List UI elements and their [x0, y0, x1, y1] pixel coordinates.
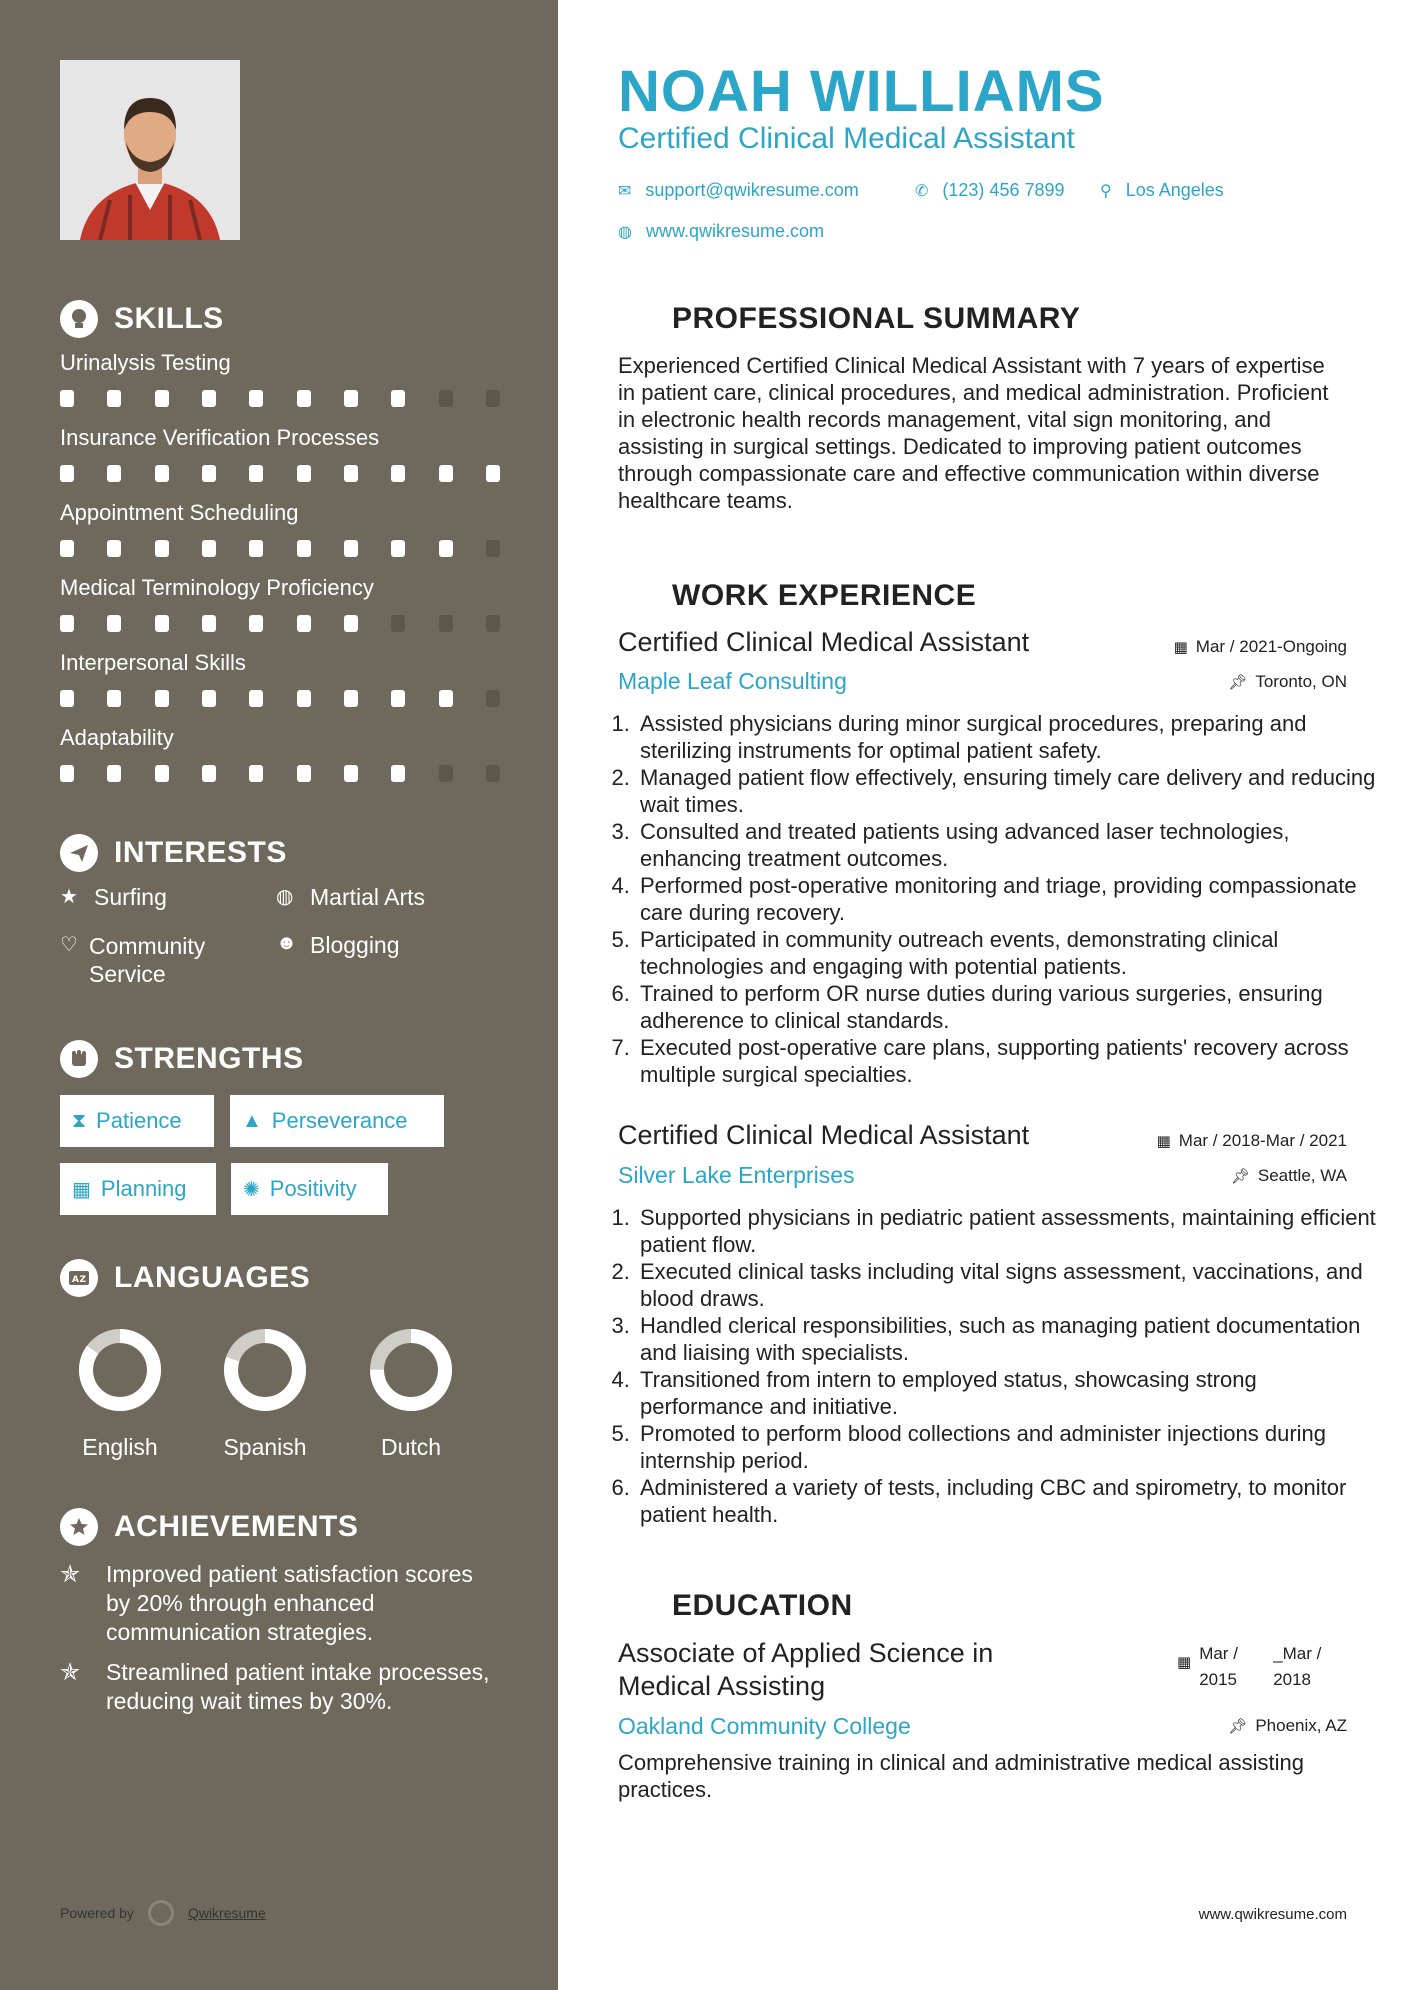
skill-name: Appointment Scheduling [60, 500, 299, 525]
skill-dot [391, 765, 405, 782]
contact-website[interactable] [618, 221, 824, 242]
interests-title: INTERESTS [114, 836, 287, 869]
skill-dot [202, 690, 216, 707]
skill-level [60, 615, 500, 632]
achievements-heading [60, 1508, 358, 1546]
skill-dot [60, 765, 74, 782]
skill-level [60, 465, 500, 482]
skill-dot [486, 615, 500, 632]
interest-label: Surfing [94, 884, 167, 910]
summary-title: PROFESSIONAL SUMMARY [672, 302, 1081, 335]
interest-item [60, 932, 250, 988]
hourglass-icon: ⧗ [72, 1109, 87, 1132]
strength-chip [231, 1163, 388, 1215]
phone-icon: ✆ [915, 182, 929, 200]
skill-dot [344, 390, 358, 407]
graduation-icon [618, 1587, 656, 1625]
skill-dot [155, 540, 169, 557]
skill-dot [391, 615, 405, 632]
job-dates-text: Mar / 2018-Mar / 2021 [1178, 1131, 1347, 1150]
skill-dot [486, 390, 500, 407]
interest-label: Community Service [89, 933, 206, 987]
education-date-end: _Mar / 2018 [1273, 1644, 1322, 1689]
skill-dot [155, 765, 169, 782]
skill-dot [486, 465, 500, 482]
contact-email[interactable] [618, 180, 859, 201]
skill-dot [391, 540, 405, 557]
users-icon: ☻ [276, 932, 298, 954]
duty-item: 3. Handled clerical responsibilities, such as managing patient documentation and liaising with specialists. [636, 1312, 1376, 1366]
skill-dot [155, 465, 169, 482]
user-icon [618, 300, 656, 338]
skill-dot [439, 690, 453, 707]
skill-dot [249, 540, 263, 557]
duty-item: 7. Executed post-operative care plans, supporting patients' recovery across multiple surgical specialties. [636, 1034, 1376, 1088]
website-text: www.qwikresume.com [645, 221, 825, 241]
skill-dot [155, 390, 169, 407]
duty-item: 5. Participated in community outreach events, demonstrating clinical technologies and engaging with potential patients. [636, 926, 1376, 980]
location-text: Los Angeles [1125, 180, 1224, 200]
strengths-title: STRENGTHS [114, 1042, 304, 1075]
email-text: support@qwikresume.com [645, 180, 859, 200]
skill-dot [344, 540, 358, 557]
globe-icon: ◍ [276, 886, 294, 908]
skill-dot [344, 465, 358, 482]
achievement-text: Streamlined patient intake processes, reducing wait times by 30%. [106, 1659, 490, 1714]
summary-heading [618, 300, 1080, 338]
skill-name: Urinalysis Testing [60, 350, 231, 375]
skill-dot [249, 390, 263, 407]
sun-icon: ✺ [243, 1178, 260, 1201]
duty-item: 1. Assisted physicians during minor surgical procedures, preparing and sterilizing instruments for optimal patient safety. [636, 710, 1376, 764]
skill-dot [344, 615, 358, 632]
skill-dot [107, 615, 121, 632]
language-name: Spanish [223, 1434, 307, 1460]
skill-dot [439, 615, 453, 632]
skill-dot [439, 765, 453, 782]
education-date-start: Mar / 2015 [1199, 1644, 1238, 1689]
skill-name: Interpersonal Skills [60, 650, 246, 675]
skill-dot [60, 390, 74, 407]
strength-chip [60, 1095, 214, 1147]
job-duties [608, 1204, 1376, 1528]
skill-dot [297, 690, 311, 707]
powered-by [60, 1900, 266, 1926]
language-ring [356, 1322, 466, 1422]
job-title: Certified Clinical Medical Assistant [618, 1120, 1030, 1150]
skill-dot [439, 465, 453, 482]
candidate-title: Certified Clinical Medical Assistant [618, 122, 1075, 155]
skill-dot [202, 540, 216, 557]
fist-icon [60, 1040, 98, 1078]
skill-dot [297, 465, 311, 482]
skill-item [60, 425, 500, 482]
duty-item: 2. Executed clinical tasks including vital signs assessment, vaccinations, and blood draws. [636, 1258, 1376, 1312]
hands-icon: ♡ [60, 934, 78, 956]
skill-dot [202, 465, 216, 482]
job-location-text: Seattle, WA [1257, 1166, 1347, 1185]
school-name: Oakland Community College [618, 1713, 911, 1739]
job-dates-text: Mar / 2021-Ongoing [1195, 637, 1347, 656]
svg-text:AZ: AZ [72, 1275, 87, 1285]
calendar-icon: ▦ [1173, 639, 1188, 656]
strength-label: Planning [100, 1176, 187, 1201]
education-title: EDUCATION [672, 1589, 853, 1622]
skills-title: SKILLS [114, 302, 224, 335]
education-description: Comprehensive training in clinical and administrative medical assisting practices. [618, 1750, 1304, 1802]
strength-label: Perseverance [271, 1108, 408, 1133]
duty-item: 4. Transitioned from intern to employed status, showcasing strong performance and initiative. [636, 1366, 1376, 1420]
phone-text: (123) 456 7899 [942, 180, 1065, 200]
skill-dot [60, 690, 74, 707]
duty-item: 2. Managed patient flow effectively, ensuring timely care delivery and reducing wait times. [636, 764, 1376, 818]
language-icon [60, 1259, 98, 1297]
experience-title: WORK EXPERIENCE [672, 579, 977, 612]
job-company: Silver Lake Enterprises [618, 1162, 855, 1188]
skill-item [60, 650, 500, 707]
pin-icon: 📌︎ [1230, 1168, 1250, 1185]
skill-item [60, 500, 500, 557]
skill-dot [486, 540, 500, 557]
interest-item [276, 932, 400, 959]
job-title: Certified Clinical Medical Assistant [618, 627, 1030, 657]
duty-item: 4. Performed post-operative monitoring and triage, providing compassionate care during recovery. [636, 872, 1376, 926]
skill-name: Medical Terminology Proficiency [60, 575, 374, 600]
skill-dot [391, 390, 405, 407]
calendar-icon: ▦ [1156, 1133, 1171, 1150]
duty-item: 6. Administered a variety of tests, including CBC and spirometry, to monitor patient health. [636, 1474, 1376, 1528]
skill-dot [202, 390, 216, 407]
interest-item [276, 884, 425, 911]
strengths-heading [60, 1040, 304, 1078]
degree-title: Associate of Applied Science in Medical Assisting [618, 1638, 994, 1701]
profile-photo [60, 60, 240, 240]
map-pin-icon: ⚲ [1100, 182, 1112, 200]
language-item [210, 1322, 320, 1461]
job-dates [1174, 637, 1347, 657]
brand-link[interactable]: Qwikresume [187, 1905, 266, 1921]
calendar-icon: ▦ [1177, 1654, 1192, 1671]
language-item [65, 1322, 175, 1461]
skill-level [60, 690, 500, 707]
achievement-item [60, 1658, 500, 1716]
envelope-icon: ✉ [618, 182, 632, 200]
skill-dot [297, 390, 311, 407]
languages-title: LANGUAGES [114, 1261, 311, 1294]
strength-chip [60, 1163, 216, 1215]
pin-icon: 📌︎ [1228, 674, 1248, 691]
skill-name: Insurance Verification Processes [60, 425, 380, 450]
skill-dot [107, 690, 121, 707]
education-location-text: Phoenix, AZ [1255, 1716, 1347, 1735]
sidebar [0, 0, 558, 1990]
achievement-text: Improved patient satisfaction scores by 20% through enhanced communication strategies. [106, 1561, 473, 1645]
skill-item [60, 350, 500, 407]
paper-plane-icon [60, 834, 98, 872]
interest-label: Blogging [310, 932, 400, 958]
skill-dot [391, 690, 405, 707]
education-heading [618, 1587, 853, 1625]
job-company: Maple Leaf Consulting [618, 668, 847, 694]
summary-text: Experienced Certified Clinical Medical Assistant with 7 years of expertise in patient care, clinical procedures, and medical administration. Proficient in electronic health records management, vital sign monitoring, and assisting in surgical settings. Dedicated to improving patient outcomes through compassionate care and effective communication within diverse healthcare teams. [618, 353, 1329, 513]
briefcase-icon [618, 577, 656, 615]
mountain-icon: ▲ [242, 1109, 262, 1132]
skill-dot [155, 690, 169, 707]
skill-dot [486, 690, 500, 707]
achievement-item [60, 1560, 500, 1647]
skill-dot [249, 765, 263, 782]
skill-item [60, 575, 500, 632]
interest-item [60, 884, 167, 911]
skill-dot [391, 465, 405, 482]
duty-item: 6. Trained to perform OR nurse duties during various surgeries, ensuring adherence to clinical standards. [636, 980, 1376, 1034]
interest-label: Martial Arts [310, 884, 426, 910]
skill-dot [249, 615, 263, 632]
pin-icon: 📌︎ [1228, 1718, 1248, 1735]
job-location [1228, 672, 1347, 692]
shooting-star-icon: ✯ [60, 1561, 81, 1588]
qwikresume-logo-icon [148, 1900, 174, 1926]
lightbulb-icon [60, 300, 98, 338]
language-ring [210, 1322, 320, 1422]
strength-chip [230, 1095, 444, 1147]
skill-dot [202, 765, 216, 782]
language-ring [65, 1322, 175, 1422]
skill-dot [60, 615, 74, 632]
language-name: Dutch [380, 1434, 442, 1460]
skill-dot [60, 540, 74, 557]
experience-heading [618, 577, 976, 615]
skill-dot [297, 540, 311, 557]
candidate-name: NOAH WILLIAMS [618, 59, 1105, 124]
skill-dot [202, 615, 216, 632]
job-location [1231, 1166, 1347, 1186]
duty-item: 1. Supported physicians in pediatric patient assessments, maintaining efficient patient flow. [636, 1204, 1376, 1258]
footer-website[interactable]: www.qwikresume.com [1198, 1906, 1347, 1923]
achievements-title: ACHIEVEMENTS [114, 1510, 359, 1543]
education-dates [1177, 1641, 1333, 1693]
powered-by-label: Powered by [60, 1905, 134, 1921]
star-badge-icon [60, 1508, 98, 1546]
skill-dot [344, 765, 358, 782]
skill-level [60, 540, 500, 557]
globe-icon: ◍ [618, 223, 632, 241]
strength-label: Positivity [269, 1176, 357, 1201]
skill-level [60, 765, 500, 782]
job-dates [1157, 1131, 1347, 1151]
skill-dot [107, 390, 121, 407]
skill-dot [107, 465, 121, 482]
skill-dot [155, 615, 169, 632]
duty-item: 5. Promoted to perform blood collections and administer injections during internship period. [636, 1420, 1376, 1474]
skill-dot [107, 540, 121, 557]
shooting-star-icon: ✯ [60, 1659, 81, 1686]
education-location [1228, 1716, 1347, 1736]
skill-dot [60, 465, 74, 482]
skills-heading [60, 300, 224, 338]
skill-dot [107, 765, 121, 782]
languages-heading [60, 1259, 310, 1297]
skill-dot [486, 765, 500, 782]
skill-dot [297, 615, 311, 632]
skill-dot [249, 690, 263, 707]
skill-dot [439, 390, 453, 407]
contact-location [1100, 180, 1224, 201]
duty-item: 3. Consulted and treated patients using advanced laser technologies, enhancing treatment outcomes. [636, 818, 1376, 872]
language-name: English [82, 1434, 158, 1460]
skill-dot [344, 690, 358, 707]
interests-heading [60, 834, 287, 872]
skill-dot [439, 540, 453, 557]
job-location-text: Toronto, ON [1255, 672, 1347, 691]
calendar-icon: ▦ [72, 1178, 91, 1201]
language-item [356, 1322, 466, 1461]
skill-item [60, 725, 500, 782]
skill-dot [297, 765, 311, 782]
star-icon: ★ [60, 886, 78, 908]
strength-label: Patience [96, 1108, 182, 1133]
job-duties [608, 710, 1376, 1088]
skill-level [60, 390, 500, 407]
contact-phone [915, 180, 1065, 201]
skill-dot [249, 465, 263, 482]
skill-name: Adaptability [60, 725, 174, 750]
